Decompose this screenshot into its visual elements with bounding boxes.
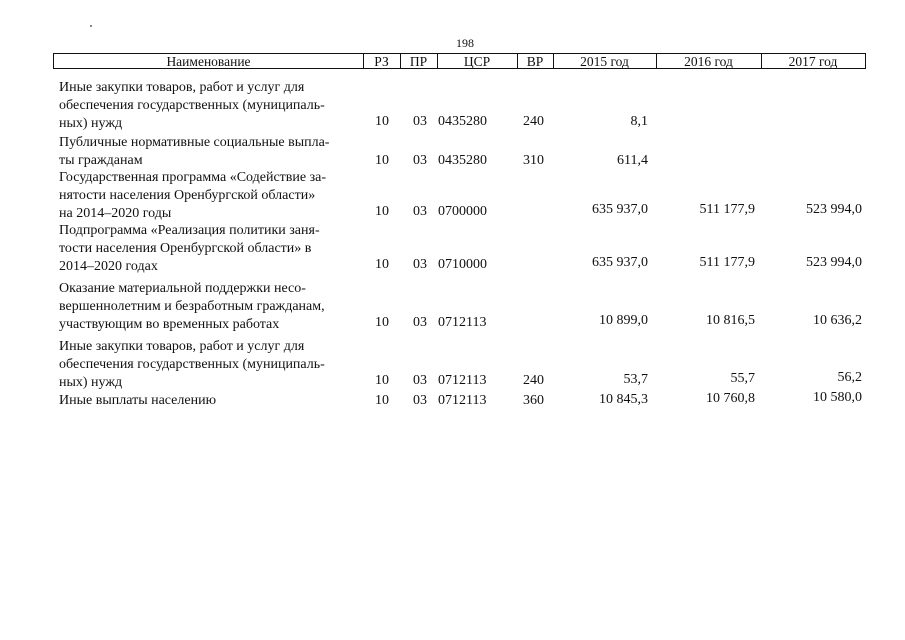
row-pr: 03 <box>413 204 427 219</box>
header-2015: 2015 год <box>580 54 629 69</box>
row-csr: 0712113 <box>438 373 487 388</box>
row-name: Иные выплаты населению <box>59 393 217 408</box>
row-2016: 10 760,8 <box>706 391 755 406</box>
row-2015: 53,7 <box>623 372 648 387</box>
row-vr: 240 <box>523 373 544 388</box>
row-rz: 10 <box>375 315 389 330</box>
table-header <box>53 53 866 69</box>
row-2017: 56,2 <box>837 370 862 385</box>
header-2016: 2016 год <box>684 54 733 69</box>
row-name: Иные закупки товаров, работ и услуг для обеспечения государственных (муниципаль- ных) нужд <box>59 80 325 131</box>
row-pr: 03 <box>413 393 427 408</box>
row-rz: 10 <box>375 204 389 219</box>
row-vr: 240 <box>523 114 544 129</box>
row-2017: 10 580,0 <box>813 390 862 405</box>
header-csr: ЦСР <box>463 54 491 69</box>
row-pr: 03 <box>413 114 427 129</box>
header-2017: 2017 год <box>788 54 838 69</box>
row-name: Государственная программа «Содействие за- нятости населения Оренбургской области» на 2014–2020 годы <box>59 170 327 221</box>
row-2016: 10 816,5 <box>706 313 755 328</box>
row-csr: 0712113 <box>438 393 487 408</box>
row-name: Оказание материальной поддержки несо- вершеннолетним и безработным гражданам, участвующим во временных работах <box>59 281 325 332</box>
row-2017: 10 636,2 <box>813 313 862 328</box>
header-rz: РЗ <box>374 54 389 69</box>
row-pr: 03 <box>413 315 427 330</box>
header-name: Наименование <box>166 54 251 69</box>
header-pr: ПР <box>409 54 428 69</box>
row-csr: 0435280 <box>438 114 487 129</box>
row-name: Подпрограмма «Реализация политики заня- тости населения Оренбургской области» в 2014–2020 годах <box>59 223 320 274</box>
row-pr: 03 <box>413 373 427 388</box>
row-2016: 511 177,9 <box>699 255 755 270</box>
row-rz: 10 <box>375 393 389 408</box>
row-2015: 635 937,0 <box>592 255 648 270</box>
scan-speck <box>90 25 92 27</box>
row-pr: 03 <box>413 153 427 168</box>
row-name: Иные закупки товаров, работ и услуг для обеспечения государственных (муниципаль- ных) нужд <box>59 339 325 390</box>
row-csr: 0712113 <box>438 315 487 330</box>
row-2015: 611,4 <box>617 153 648 168</box>
row-2015: 8,1 <box>630 114 648 129</box>
row-name: Публичные нормативные социальные выпла- ты гражданам <box>59 135 330 168</box>
page-number: 198 <box>456 36 474 50</box>
row-2015: 10 845,3 <box>599 392 648 407</box>
row-2017: 523 994,0 <box>806 255 862 270</box>
row-rz: 10 <box>375 114 389 129</box>
row-2015: 10 899,0 <box>599 313 648 328</box>
row-2016: 55,7 <box>730 371 755 386</box>
row-pr: 03 <box>413 257 427 272</box>
row-vr: 310 <box>523 153 544 168</box>
row-csr: 0435280 <box>438 153 487 168</box>
row-rz: 10 <box>375 373 389 388</box>
row-2015: 635 937,0 <box>592 202 648 217</box>
row-vr: 360 <box>523 393 544 408</box>
header-vr: ВР <box>526 54 544 69</box>
row-rz: 10 <box>375 257 389 272</box>
row-rz: 10 <box>375 153 389 168</box>
row-2017: 523 994,0 <box>806 202 862 217</box>
row-2016: 511 177,9 <box>699 202 755 217</box>
row-csr: 0700000 <box>438 204 487 219</box>
row-csr: 0710000 <box>438 257 487 272</box>
